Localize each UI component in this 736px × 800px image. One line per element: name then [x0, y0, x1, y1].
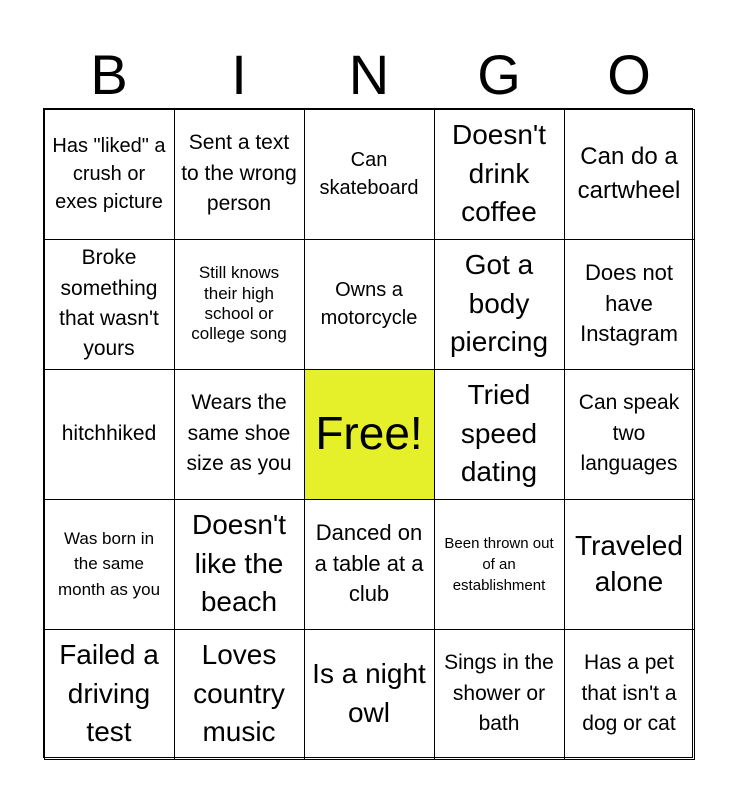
bingo-card: [43, 108, 693, 758]
cell-label: Tried speed dating: [460, 379, 538, 488]
bingo-cell[interactable]: [564, 369, 695, 500]
cell-label: Wears the same shoe size as you: [186, 391, 292, 476]
cell-label: Can do a cartwheel: [577, 143, 681, 204]
bingo-cell[interactable]: [434, 629, 565, 760]
cell-label: Sings in the shower or bath: [444, 651, 554, 736]
bingo-cell[interactable]: [564, 109, 695, 240]
header-letter-b: B: [90, 43, 128, 106]
bingo-cell[interactable]: [434, 239, 565, 370]
cell-label: Danced on a table at a club: [314, 519, 424, 607]
cell-label: Has "liked" a crush or exes picture: [52, 135, 166, 213]
bingo-cell[interactable]: [174, 499, 305, 630]
bingo-cell[interactable]: [44, 239, 175, 370]
cell-label: Has a pet that isn't a dog or cat: [581, 651, 677, 736]
bingo-cell[interactable]: [304, 629, 435, 760]
bingo-cell[interactable]: [174, 629, 305, 760]
bingo-cell[interactable]: [44, 629, 175, 760]
bingo-cell[interactable]: [564, 629, 695, 760]
cell-label: Loves country music: [193, 639, 285, 748]
cell-label: Doesn't drink coffee: [451, 119, 547, 228]
cell-label: Was born in the same month as you: [57, 528, 161, 599]
free-space-label: Free!: [315, 407, 423, 460]
bingo-cell[interactable]: [564, 499, 695, 630]
bingo-cell[interactable]: [434, 109, 565, 240]
cell-label: Failed a driving test: [59, 639, 159, 748]
cell-label: Got a body piercing: [449, 249, 549, 358]
bingo-header: [44, 40, 694, 110]
free-space-cell[interactable]: [304, 369, 435, 500]
bingo-cell[interactable]: [434, 369, 565, 500]
cell-label: Does not have Instagram: [580, 259, 678, 347]
bingo-cell[interactable]: [44, 499, 175, 630]
bingo-cell[interactable]: [44, 109, 175, 240]
bingo-cell[interactable]: [304, 499, 435, 630]
bingo-cell[interactable]: [434, 499, 565, 630]
bingo-cell[interactable]: [174, 109, 305, 240]
bingo-cell[interactable]: [44, 369, 175, 500]
bingo-cell[interactable]: [304, 109, 435, 240]
bingo-cell[interactable]: [174, 239, 305, 370]
bingo-cell[interactable]: [564, 239, 695, 370]
cell-label: Traveled alone: [575, 529, 683, 597]
cell-label: Is a night owl: [312, 658, 426, 728]
cell-label: Owns a motorcycle: [320, 279, 418, 329]
header-letter-n: N: [348, 43, 390, 106]
cell-label: Can speak two languages: [578, 391, 680, 476]
header-letter-g: G: [477, 43, 521, 106]
bingo-cell[interactable]: [174, 369, 305, 500]
cell-label: Doesn't like the beach: [191, 509, 287, 618]
header-letter-o: O: [607, 43, 651, 106]
cell-label: hitchhiked: [61, 421, 157, 445]
cell-label: Can skateboard: [319, 149, 419, 199]
header-letter-i: I: [231, 43, 247, 106]
bingo-cell[interactable]: [304, 239, 435, 370]
cell-label: Broke something that wasn't yours: [59, 246, 159, 361]
cell-label: Sent a text to the wrong person: [181, 131, 297, 216]
cell-label: Still knows their high school or college song: [191, 263, 287, 344]
cell-label: Been thrown out of an establishment: [444, 534, 554, 594]
